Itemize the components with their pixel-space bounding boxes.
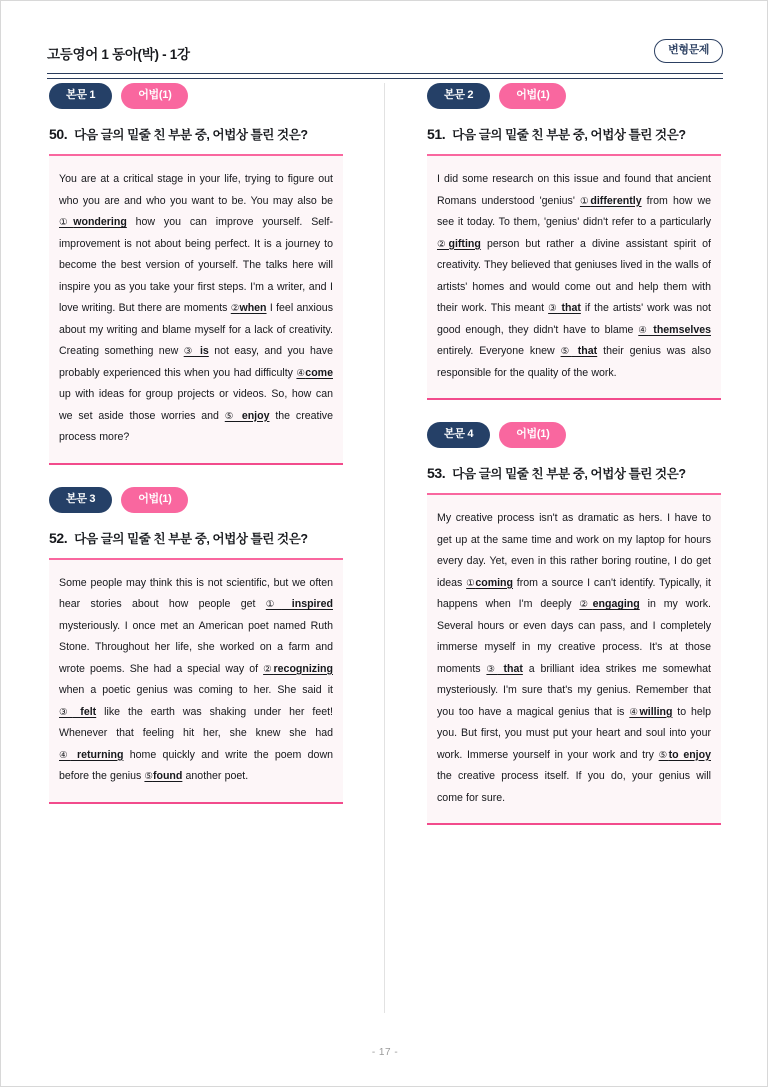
question-number: 52. [49,529,68,546]
header-divider [47,73,723,79]
passage-text: I did some research on this issue and found that ancient Romans understood 'genius' ①differently from how we see it today. To them, 'genius' didn't refer to a particularly ②gifting person but rather a divine assistant spirit of creativity. They believed that geniuses lived in the walls of artists' homes and would come out and help them with their work. This meant ③ that if the artists' work was not good enough, they didn't have to blame ④ themselves entirely. Everyone knew ⑤ that their genius was also responsible for the quality of the work. [437,173,711,379]
right-column [427,83,721,847]
question-prompt: 다음 글의 밑줄 친 부분 중, 어법상 틀린 것은? [452,467,686,481]
question-number: 50. [49,126,68,142]
question-block [427,422,721,825]
question-tag-row [427,422,721,448]
question-prompt: 다음 글의 밑줄 친 부분 중, 어법상 틀린 것은? [74,128,308,142]
type-tag: 어법(1) [121,83,188,109]
source-tag: 본문 1 [49,83,112,109]
type-tag: 어법(1) [499,83,566,109]
page-header [47,39,723,73]
type-tag: 어법(1) [121,487,188,513]
passage-box [427,154,721,400]
question-title [427,125,721,143]
source-tag: 본문 3 [49,487,112,513]
question-number: 51. [427,126,446,142]
passage-box [49,154,343,465]
page-title: 고등영어 1 동아(박) - 1강 [47,47,190,62]
question-title [427,464,721,482]
content-columns [1,83,768,1013]
column-divider [384,83,385,1013]
question-block [427,83,721,400]
question-prompt: 다음 글의 밑줄 친 부분 중, 어법상 틀린 것은? [452,128,686,142]
question-prompt: 다음 글의 밑줄 친 부분 중, 어법상 틀린 것은? [74,531,308,546]
passage-text: My creative process isn't as dramatic as hers. I have to get up at the same time and work on my laptop for hours every day. Yet, even in this rather boring routine, I do get ideas ①coming from a source I can't identify. Typically, it happens when I'm deeply ②engaging in my work. Several hours or even days can pass, and I completely immerse myself in my creative process. It's at those moments ③ that a brilliant idea strikes me somewhat mysteriously. I'm sure that's my genius. Remember that you too have a magical genius that is ④willing to help you. But first, you must put your heart and soul into your work. Immerse yourself in your work and try ⑤to enjoy the creative process itself. If you do, your genius will come for sure. [437,512,711,804]
question-block [49,487,343,804]
source-tag: 본문 4 [427,422,490,448]
variation-problem-badge: 변형문제 [654,39,723,63]
left-column [49,83,343,826]
question-block [49,83,343,465]
question-tag-row [49,487,343,513]
source-tag: 본문 2 [427,83,490,109]
question-title [49,529,343,547]
question-title [49,125,343,143]
question-number: 53. [427,465,446,481]
passage-text: You are at a critical stage in your life, trying to figure out who you are and who you want to be. You may also be ①wondering how you can improve yourself. Self-improvement is not about being perfect. It is a journey to become the best version of yourself. The talks here will inspire you as you take your first steps. I'm a writer, and I love writing. But there are moments ②when I feel anxious about my writing and blame myself for a lack of creativity. Creating something new ③ is not easy, and you have probably experienced this when you had difficulty ④come up with ideas for group projects or videos. So, how can we set aside those worries and ⑤ enjoy the creative process more? [59,173,333,443]
passage-text: Some people may think this is not scientific, but we often hear stories about how people get ① inspired mysteriously. I once met an American poet named Ruth Stone. Throughout her life, she worked on a farm and wrote poems. She had a special way of ②recognizing when a poetic genius was coming to her. She said it ③ felt like the earth was shaking under her feet! Whenever that feeling hit her, she knew she had ④ returning home quickly and write the poem down before the genius ⑤found another poet. [59,576,333,782]
type-tag: 어법(1) [499,422,566,448]
passage-box [49,558,343,804]
question-tag-row [49,83,343,109]
question-tag-row [427,83,721,109]
passage-box [427,493,721,825]
page-footer: - 17 - [371,1047,399,1058]
